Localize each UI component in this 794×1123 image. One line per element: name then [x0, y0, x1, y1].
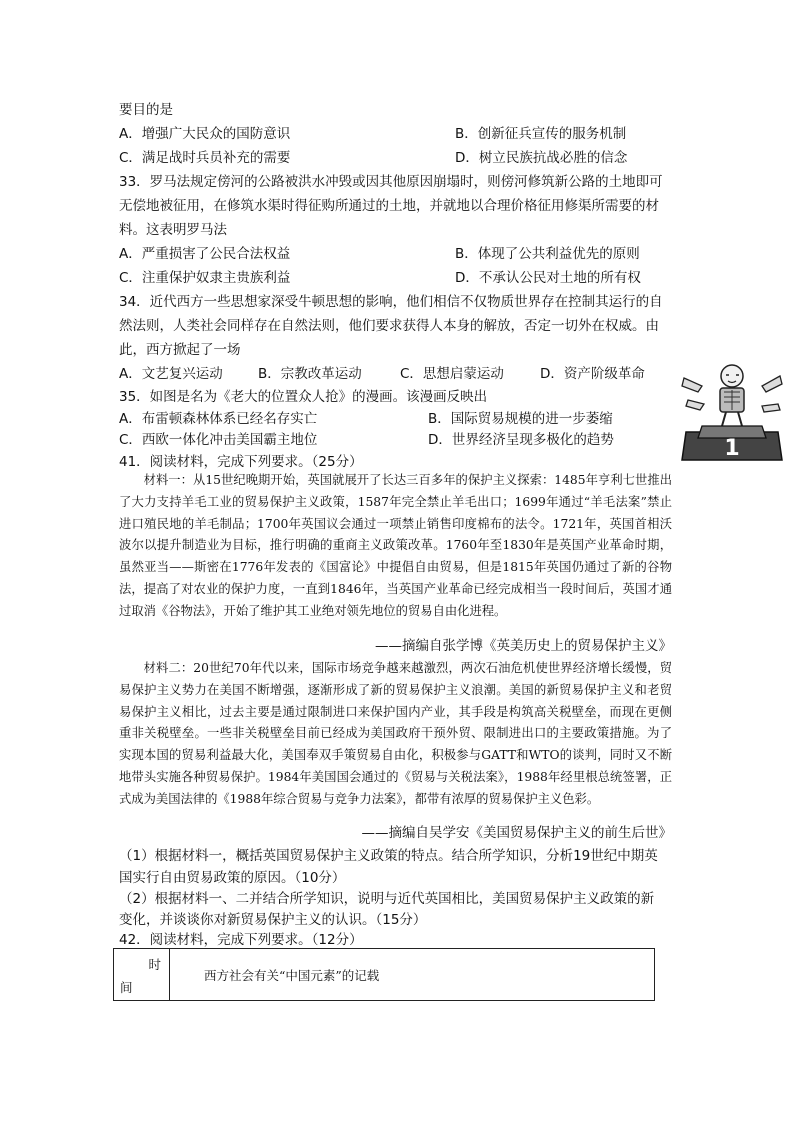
- q34-stem-line-2: 然法则，人类社会同样存在自然法则，他们要求获得人本身的解放，否定一切外在权威。由: [119, 318, 659, 334]
- q32-option-b: B．创新征兵宣传的服务机制: [455, 126, 627, 142]
- q32-option-a: A．增强广大民众的国防意识: [119, 126, 291, 142]
- q35-option-c: C．西欧一体化冲击美国霸主地位: [119, 432, 318, 448]
- q34-option-d: D．资产阶级革命: [540, 366, 645, 382]
- q34-option-c: C．思想启蒙运动: [400, 366, 504, 382]
- q35-option-d: D．世界经济呈现多极化的趋势: [428, 432, 614, 448]
- q42-table-header-record: 西方社会有关“中国元素”的记载: [170, 949, 655, 1001]
- q32-option-d: D．树立民族抗战必胜的信念: [455, 150, 628, 166]
- q32-option-c: C．满足战时兵员补充的需要: [119, 150, 291, 166]
- q42-header-time-char-2: 间: [120, 980, 133, 995]
- q33-option-c: C．注重保护奴隶主贵族利益: [119, 270, 291, 286]
- q42-table-header-time: [114, 949, 170, 1001]
- podium-cartoon-icon: [680, 360, 784, 464]
- q33-option-b: B．体现了公共利益优先的原则: [455, 246, 640, 262]
- q41-source-1: ——摘编自张学博《英美历史上的贸易保护主义》: [375, 638, 672, 654]
- q41-requirement-1-line-1: （1）根据材料一，概括英国贸易保护主义政策的特点。结合所学知识，分析19世纪中期英: [119, 848, 658, 864]
- q35-stem: 35．如图是名为《老大的位置众人抢》的漫画。该漫画反映出: [119, 389, 488, 405]
- q41-requirement-1-line-2: 国实行自由贸易政策的原因。（10分）: [119, 870, 346, 886]
- q34-stem-line-3: 此，西方掀起了一场: [119, 342, 241, 358]
- q41-stem: 41．阅读材料，完成下列要求。（25分）: [119, 454, 363, 470]
- q34-option-b: B．宗教改革运动: [258, 366, 362, 382]
- q41-source-2: ——摘编自吴学安《美国贸易保护主义的前生后世》: [361, 825, 672, 841]
- q33-option-d: D．不承认公民对土地的所有权: [455, 270, 641, 286]
- q33-option-a: A．严重损害了公民合法权益: [119, 246, 291, 262]
- q41-material-2: 材料二：20世纪70年代以来，国际市场竞争越来越激烈，两次石油危机使世界经济增长缓慢，贸易保护主义势力在美国不断增强，逐渐形成了新的贸易保护主义浪潮。美国的新贸易保护主义和老贸易保护主义相比，过去主要是通过限制进口来保护国内产业，其手段是构筑高关税壁垒，而现在更侧重非关税壁垒。一些非关税壁垒目前已经成为美国政府干预外贸、限制进出口的主要政策措施。为了实现本国的贸易利益最大化，美国奉双手策贸易自由化，积极参与GATT和WTO的谈判，同时又不断地带头实施各种贸易保护。1984年美国国会通过的《贸易与关税法案》，1988年经里根总统签署，正式成为美国法律的《1988年综合贸易与竞争力法案》，都带有浓厚的贸易保护主义色彩。: [119, 661, 672, 806]
- q41-requirement-2-line-2: 变化，并谈谈你对新贸易保护主义的认识。（15分）: [119, 912, 427, 928]
- q41-material-1: 材料一：从15世纪晚期开始，英国就展开了长达三百多年的保护主义探索：1485年亨利七世推出了大力支持羊毛工业的贸易保护主义政策，1587年完全禁止羊毛出口；1699年通过“羊毛法案”禁止进口殖民地的羊毛制品；1700年英国议会通过一项禁止销售印度棉布的法令。1721年，英国首相沃波尔以提升制造业为目标，推行明确的重商主义政策改革。1760年至1830年是英国产业革命时期，虽然亚当——斯密在1776年发表的《国富论》中提倡自由贸易，但是1815年英国仍通过了新的谷物法，提高了对农业的保护力度，一直到1846年，当英国产业革命已经完成相当一段时间后，英国才通过取消《谷物法》，开始了维护其工业绝对领先地位的贸易自由化进程。: [119, 473, 672, 618]
- q35-option-b: B．国际贸易规模的进一步萎缩: [428, 411, 613, 427]
- podium-number: 1: [724, 436, 740, 461]
- q35-option-a: A．布雷顿森林体系已经名存实亡: [119, 411, 318, 427]
- q42-stem: 42．阅读材料，完成下列要求。（12分）: [119, 932, 363, 948]
- q34-stem-line-1: 34．近代西方一些思想家深受牛顿思想的影响，他们相信不仅物质世界存在控制其运行的自: [119, 294, 663, 310]
- q33-stem-line-2: 无偿地被征用，在修筑水渠时得征购所通过的土地，并就地以合理价格征用修渠所需要的材: [119, 198, 659, 214]
- q33-stem-line-3: 料。这表明罗马法: [119, 222, 227, 238]
- q42-header-time-char-1: 时: [148, 957, 161, 972]
- q32-stem-cont: 要目的是: [119, 102, 173, 118]
- q41-requirement-2-line-1: （2）根据材料一、二并结合所学知识，说明与近代英国相比，美国贸易保护主义政策的新: [119, 891, 655, 907]
- q34-option-a: A．文艺复兴运动: [119, 366, 223, 382]
- q42-table: [113, 948, 655, 1001]
- q33-stem-line-1: 33．罗马法规定傍河的公路被洪水冲毁或因其他原因崩塌时，则傍河修筑新公路的土地即可: [119, 174, 663, 190]
